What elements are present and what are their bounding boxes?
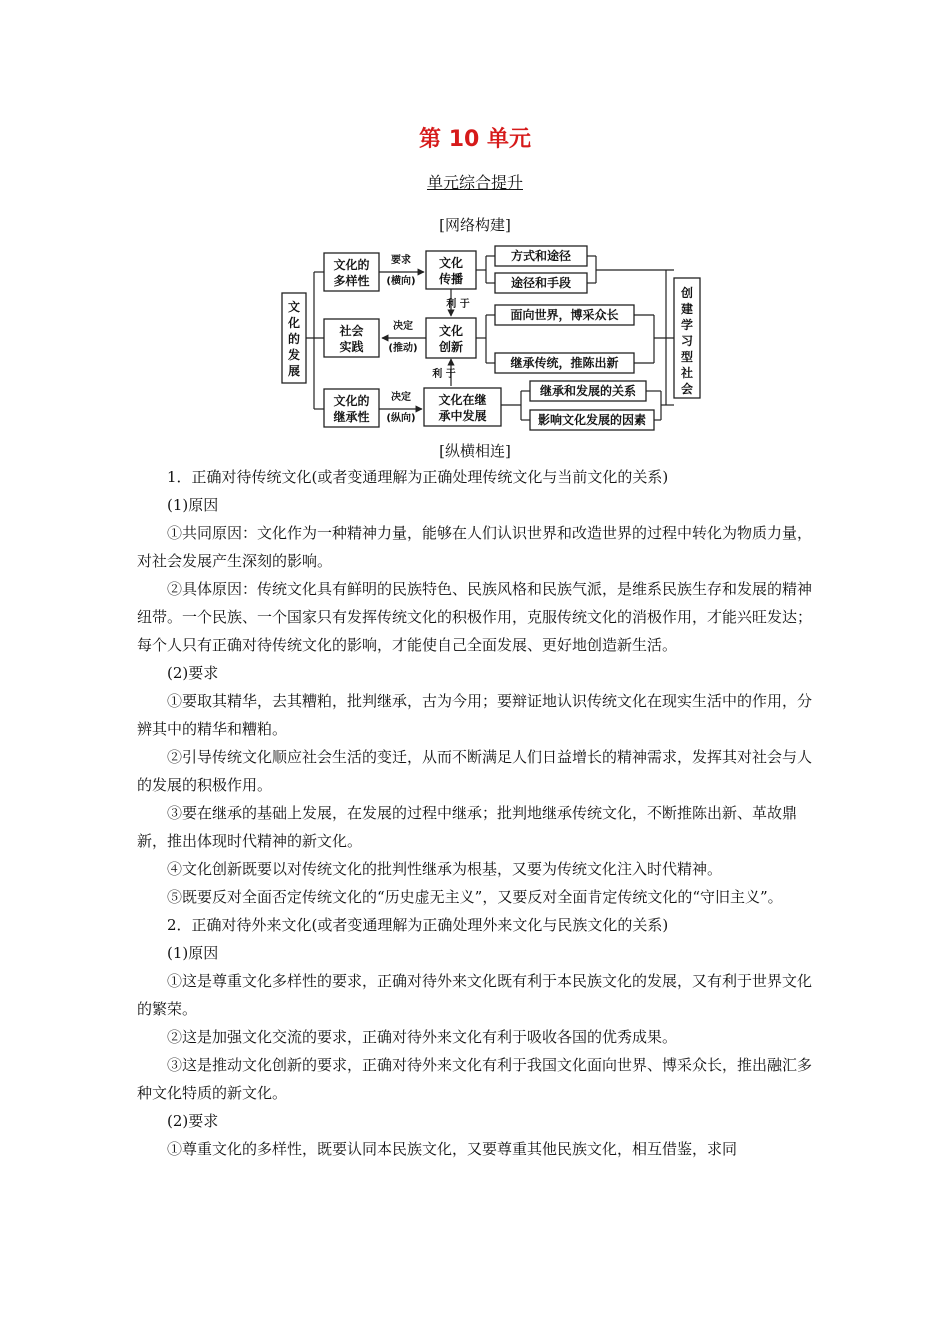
right-label-char: 学 bbox=[680, 318, 694, 332]
s2-reason-b: ②这是加强文化交流的要求，正确对待外来文化有利于吸收各国的优秀成果。 bbox=[167, 1028, 678, 1046]
left-label-char: 展 bbox=[287, 364, 301, 378]
left-label-char: 的 bbox=[287, 332, 301, 346]
page-title: 第 10 单元 bbox=[419, 127, 531, 152]
label-decide-2: 决定 bbox=[391, 392, 411, 403]
label-decide-1: 决定 bbox=[393, 321, 413, 332]
right-vertical-label bbox=[680, 285, 693, 396]
box-relation-text: 继承和发展的关系 bbox=[539, 384, 637, 398]
s1-heading: 1．正确对待传统文化(或者变通理解为正确处理传统文化与当前文化的关系) bbox=[167, 468, 669, 486]
left-label-char: 发 bbox=[287, 348, 301, 362]
s1-reasons-label: (1)原因 bbox=[167, 496, 219, 514]
right-label-char: 建 bbox=[680, 302, 694, 316]
section-network-heading: [网络构建] bbox=[439, 216, 511, 234]
label-vertical: (纵向) bbox=[386, 413, 416, 424]
box-diversity-line2: 多样性 bbox=[333, 274, 370, 288]
right-label-char: 创 bbox=[680, 286, 694, 300]
box-inherit-line2: 继承性 bbox=[333, 410, 370, 424]
content-body bbox=[137, 463, 817, 1163]
box-innovation-line2: 创新 bbox=[438, 340, 464, 354]
s2-reason-a: ①这是尊重文化多样性的要求，正确对待外来文化既有利于本民族文化的发展，又有利于世界文化的繁荣。 bbox=[137, 972, 813, 1018]
left-label-char: 化 bbox=[287, 316, 301, 330]
box-means1-text: 方式和途径 bbox=[510, 249, 572, 263]
right-label-char: 习 bbox=[680, 334, 694, 348]
box-practice-line1: 社会 bbox=[339, 324, 364, 338]
s2-require-label: (2)要求 bbox=[167, 1112, 219, 1130]
right-label-char: 社 bbox=[680, 366, 694, 380]
s1-reason-b: ②具体原因：传统文化具有鲜明的民族特色、民族风格和民族气派，是维系民族生存和发展的精神纽带。一个民族、一个国家只有发挥传统文化的积极作用，克服传统文化的消极作用，才能兴旺发达；每个人只有正确对待传统文化的影响，才能使自己全面发展、更好地创造新生活。 bbox=[137, 580, 813, 654]
label-require: 要求 bbox=[391, 255, 411, 266]
s1-reason-a: ①共同原因：文化作为一种精神力量，能够在人们认识世界和改造世界的过程中转化为物质力量，对社会发展产生深刻的影响。 bbox=[137, 524, 813, 570]
s2-heading: 2．正确对待外来文化(或者变通理解为正确处理外来文化与民族文化的关系) bbox=[167, 916, 669, 934]
s1-require-a: ①要取其精华，去其糟粕，批判继承，古为今用；要辩证地认识传统文化在现实生活中的作用，分辨其中的精华和糟粕。 bbox=[137, 692, 813, 738]
concept-diagram bbox=[276, 243, 706, 433]
box-world-text: 面向世界，博采众长 bbox=[510, 308, 619, 322]
box-means2-text: 途径和手段 bbox=[510, 276, 572, 290]
box-inherit-dev-line2: 承中发展 bbox=[438, 409, 487, 423]
left-vertical-label bbox=[287, 299, 300, 378]
label-benefit-1: 利 于 bbox=[446, 299, 470, 310]
box-inherit-line1: 文化的 bbox=[333, 394, 370, 408]
s2-require-a: ①尊重文化的多样性，既要认同本民族文化，又要尊重其他民族文化，相互借鉴，求同 bbox=[167, 1140, 738, 1158]
s1-require-b: ②引导传统文化顺应社会生活的变迁，从而不断满足人们日益增长的精神需求，发挥其对社会与人的发展的积极作用。 bbox=[137, 748, 813, 794]
left-label-char: 文 bbox=[287, 300, 301, 314]
box-inherit-dev-line1: 文化在继 bbox=[438, 393, 487, 407]
page-subtitle bbox=[0, 170, 950, 193]
box-spread-line1: 文化 bbox=[438, 256, 464, 270]
label-horizontal: (横向) bbox=[386, 276, 416, 287]
right-label-char: 会 bbox=[680, 382, 694, 396]
box-factors-text: 影响文化发展的因素 bbox=[537, 413, 647, 427]
s1-require-label: (2)要求 bbox=[167, 664, 219, 682]
label-push: (推动) bbox=[388, 343, 418, 354]
box-practice-line2: 实践 bbox=[339, 340, 364, 354]
s1-require-e: ⑤既要反对全面否定传统文化的“历史虚无主义”，又要反对全面肯定传统文化的“守旧主义”。 bbox=[167, 888, 783, 906]
box-tradition-text: 继承传统，推陈出新 bbox=[510, 356, 619, 370]
box-spread-line2: 传播 bbox=[438, 272, 464, 286]
label-benefit-2: 利 于 bbox=[432, 369, 456, 380]
s1-require-d: ④文化创新既要以对传统文化的批判性继承为根基，又要为传统文化注入时代精神。 bbox=[167, 860, 723, 878]
s2-reason-c: ③这是推动文化创新的要求，正确对待外来文化有利于我国文化面向世界、博采众长，推出融汇多种文化特质的新文化。 bbox=[137, 1056, 813, 1102]
box-innovation-line1: 文化 bbox=[438, 324, 464, 338]
right-label-char: 型 bbox=[680, 350, 694, 364]
s2-reasons-label: (1)原因 bbox=[167, 944, 219, 962]
s1-require-c: ③要在继承的基础上发展，在发展的过程中继承；批判地继承传统文化，不断推陈出新、革故鼎新，推出体现时代精神的新文化。 bbox=[137, 804, 798, 850]
subtitle-text: 单元综合提升 bbox=[426, 173, 523, 192]
box-diversity-line1: 文化的 bbox=[333, 258, 370, 272]
section-links-heading: [纵横相连] bbox=[439, 442, 511, 460]
